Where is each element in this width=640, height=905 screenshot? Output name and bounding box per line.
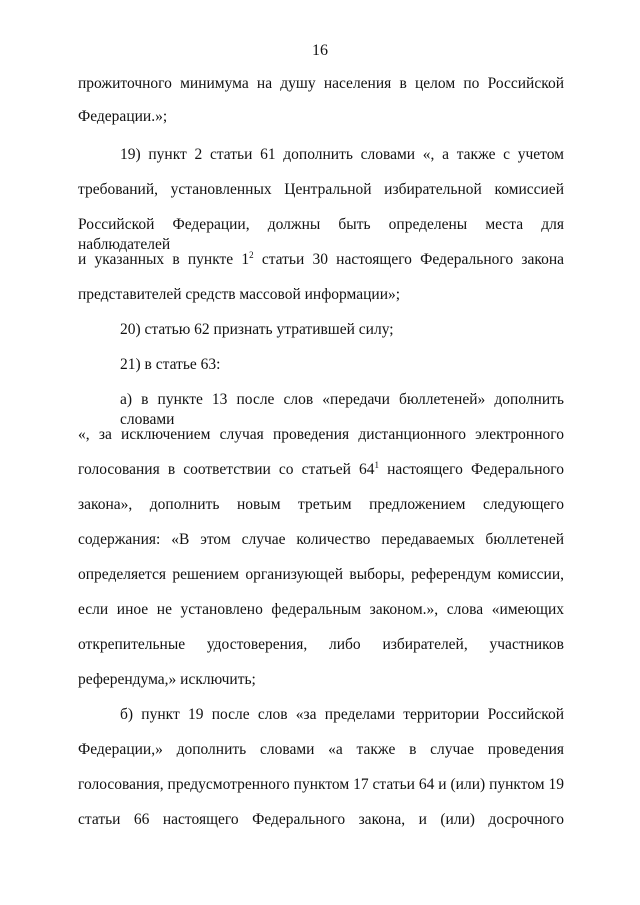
superscript: 1 [374,459,380,470]
superscript: 2 [249,249,254,260]
text-line: определяется решением организующей выборы, референдум комиссии, [78,566,564,583]
text-line: а) в пункте 13 после слов «передачи бюллетеней» дополнить словами [120,391,564,428]
text-line: прожиточного минимума на душу населения в целом по Российской [78,75,564,92]
text-line: закона», дополнить новым третьим предложением следующего [78,496,564,513]
text-line: статьи 66 настоящего Федерального закона, и (или) досрочного [78,811,564,828]
text-line-part: статьи 30 настоящего Федерального закона [253,251,564,268]
text-line: 21) в статье 63: [120,356,221,373]
page-number: 16 [312,42,328,59]
text-line: б) пункт 19 после слов «за пределами территории Российской [120,706,564,723]
text-line: Федерации.»; [78,108,168,125]
text-line: референдума,» исключить; [78,671,256,688]
text-line: открепительные удостоверения, либо избирателей, участников [78,636,564,653]
text-line [78,250,564,270]
text-line: 20) статью 62 признать утратившей силу; [120,321,394,338]
text-line: Федерации,» дополнить словами «а также в случае проведения [78,741,564,758]
text-line: 19) пункт 2 статьи 61 дополнить словами «, а также с учетом [120,146,564,163]
text-line [78,460,564,480]
text-line: представителей средств массовой информации»; [78,286,401,303]
text-line: Российской Федерации, должны быть определены места для наблюдателей [78,216,564,253]
text-line: «, за исключением случая проведения дистанционного электронного [78,426,564,443]
text-line: если иное не установлено федеральным законом.», слова «имеющих [78,601,564,618]
text-line-part: голосования в соответствии со статьей 64 [78,461,375,478]
text-line-part: настоящего Федерального [379,461,564,478]
text-line-part: и указанных в пункте 1 [78,251,250,268]
text-line: голосования, предусмотренного пунктом 17 статьи 64 и (или) пунктом 19 [78,776,564,793]
text-line: требований, установленных Центральной избирательной комиссией [78,181,564,198]
text-line: содержания: «В этом случае количество передаваемых бюллетеней [78,531,564,548]
